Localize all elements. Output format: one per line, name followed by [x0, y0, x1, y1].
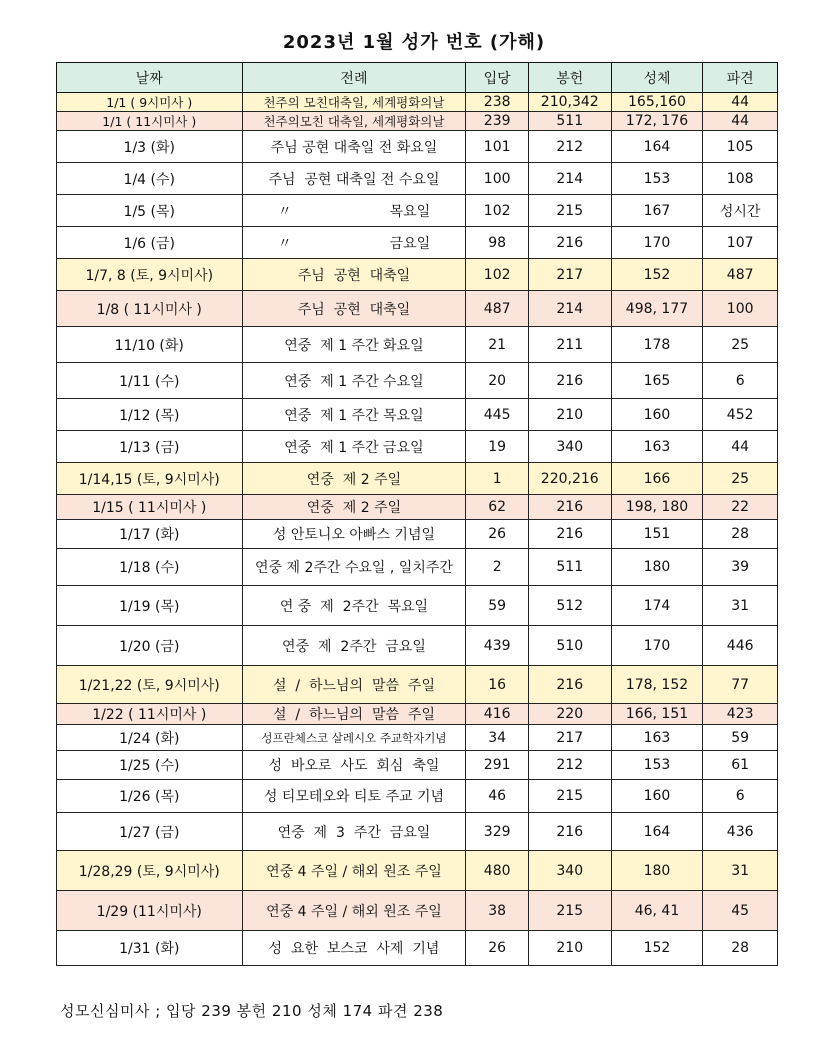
cell-sending: 25	[703, 327, 778, 363]
cell-liturgy: 연중 제 1 주간 화요일	[242, 327, 466, 363]
table-row	[57, 549, 778, 586]
cell-date: 1/5 (목)	[57, 195, 243, 227]
table-row	[57, 780, 778, 813]
cell-date: 1/25 (수)	[57, 751, 243, 780]
cell-entrance: 2	[466, 549, 529, 586]
cell-date: 1/27 (금)	[57, 813, 243, 851]
cell-liturgy: 성 티모테오와 티토 주교 기념	[242, 780, 466, 813]
cell-entrance: 238	[466, 93, 529, 112]
cell-sending: 45	[703, 891, 778, 931]
cell-communion: 172, 176	[611, 112, 703, 131]
cell-communion: 160	[611, 399, 703, 431]
cell-entrance: 98	[466, 227, 529, 259]
cell-liturgy: 성프란체스코 살레시오 주교학자기념	[242, 725, 466, 751]
cell-entrance: 21	[466, 327, 529, 363]
cell-liturgy: 성 요한 보스코 사제 기념	[242, 931, 466, 966]
cell-entrance: 59	[466, 586, 529, 626]
table-row	[57, 163, 778, 195]
cell-liturgy: 주님 공현 대축일	[242, 291, 466, 327]
cell-liturgy: 주님 공현 대축일	[242, 259, 466, 291]
table-row	[57, 725, 778, 751]
cell-communion: 170	[611, 626, 703, 666]
footer-note: 성모신심미사 ; 입당 239 봉헌 210 성체 174 파견 238	[60, 1002, 444, 1020]
cell-communion: 180	[611, 851, 703, 891]
cell-offertory: 216	[528, 813, 611, 851]
table-row	[57, 463, 778, 495]
cell-liturgy: 연중 제 1 주간 수요일	[242, 363, 466, 399]
table-row	[57, 813, 778, 851]
cell-sending: 44	[703, 431, 778, 463]
cell-offertory: 220	[528, 704, 611, 725]
cell-entrance: 291	[466, 751, 529, 780]
cell-entrance: 1	[466, 463, 529, 495]
cell-offertory: 216	[528, 495, 611, 520]
cell-communion: 166	[611, 463, 703, 495]
cell-date: 1/29 (11시미사)	[57, 891, 243, 931]
cell-entrance: 445	[466, 399, 529, 431]
cell-sending: 105	[703, 131, 778, 163]
cell-sending: 28	[703, 931, 778, 966]
cell-date: 1/1 ( 9시미사 )	[57, 93, 243, 112]
cell-date: 1/1 ( 11시미사 )	[57, 112, 243, 131]
cell-entrance: 101	[466, 131, 529, 163]
cell-liturgy: 연중 4 주일 / 해외 원조 주일	[242, 851, 466, 891]
cell-sending: 77	[703, 666, 778, 704]
table-row	[57, 626, 778, 666]
cell-sending: 28	[703, 520, 778, 549]
cell-sending: 25	[703, 463, 778, 495]
cell-sending: 61	[703, 751, 778, 780]
cell-date: 1/19 (목)	[57, 586, 243, 626]
cell-communion: 178	[611, 327, 703, 363]
cell-date: 1/20 (금)	[57, 626, 243, 666]
cell-entrance: 480	[466, 851, 529, 891]
table-row	[57, 195, 778, 227]
table-row	[57, 751, 778, 780]
cell-entrance: 102	[466, 259, 529, 291]
cell-offertory: 212	[528, 131, 611, 163]
cell-offertory: 216	[528, 227, 611, 259]
cell-offertory: 340	[528, 851, 611, 891]
cell-date: 1/12 (목)	[57, 399, 243, 431]
cell-liturgy: 연중 4 주일 / 해외 원조 주일	[242, 891, 466, 931]
cell-liturgy: 설 / 하느님의 말씀 주일	[242, 666, 466, 704]
cell-date: 1/21,22 (토, 9시미사)	[57, 666, 243, 704]
cell-communion: 163	[611, 431, 703, 463]
cell-entrance: 26	[466, 931, 529, 966]
table-row	[57, 399, 778, 431]
cell-date: 1/8 ( 11시미사 )	[57, 291, 243, 327]
cell-communion: 498, 177	[611, 291, 703, 327]
cell-communion: 46, 41	[611, 891, 703, 931]
cell-offertory: 211	[528, 327, 611, 363]
cell-entrance: 46	[466, 780, 529, 813]
table-row	[57, 227, 778, 259]
cell-entrance: 26	[466, 520, 529, 549]
header-liturgy: 전례	[242, 63, 466, 93]
cell-liturgy: 연중 제 2주간 수요일 , 일치주간	[242, 549, 466, 586]
cell-communion: 153	[611, 163, 703, 195]
cell-sending: 446	[703, 626, 778, 666]
cell-entrance: 19	[466, 431, 529, 463]
cell-offertory: 510	[528, 626, 611, 666]
cell-entrance: 439	[466, 626, 529, 666]
table-row	[57, 259, 778, 291]
cell-communion: 166, 151	[611, 704, 703, 725]
cell-offertory: 215	[528, 780, 611, 813]
cell-date: 1/11 (수)	[57, 363, 243, 399]
cell-sending: 6	[703, 363, 778, 399]
cell-liturgy: 천주의모친 대축일, 세계평화의날	[242, 112, 466, 131]
cell-liturgy: 연중 제 2 주일	[242, 463, 466, 495]
table-row	[57, 851, 778, 891]
cell-entrance: 20	[466, 363, 529, 399]
cell-communion: 152	[611, 259, 703, 291]
cell-entrance: 100	[466, 163, 529, 195]
cell-offertory: 215	[528, 891, 611, 931]
cell-entrance: 239	[466, 112, 529, 131]
cell-sending: 452	[703, 399, 778, 431]
cell-date: 1/24 (화)	[57, 725, 243, 751]
header-row	[57, 63, 778, 93]
cell-liturgy: 설 / 하느님의 말씀 주일	[242, 704, 466, 725]
cell-communion: 163	[611, 725, 703, 751]
cell-liturgy: 〃 금요일	[242, 227, 466, 259]
cell-sending: 100	[703, 291, 778, 327]
cell-communion: 165,160	[611, 93, 703, 112]
cell-sending: 44	[703, 112, 778, 131]
cell-liturgy: 연 중 제 2주간 목요일	[242, 586, 466, 626]
cell-offertory: 220,216	[528, 463, 611, 495]
cell-offertory: 216	[528, 520, 611, 549]
cell-communion: 165	[611, 363, 703, 399]
cell-sending: 423	[703, 704, 778, 725]
cell-offertory: 512	[528, 586, 611, 626]
cell-entrance: 34	[466, 725, 529, 751]
cell-offertory: 216	[528, 363, 611, 399]
header-date: 날짜	[57, 63, 243, 93]
cell-sending: 성시간	[703, 195, 778, 227]
cell-communion: 174	[611, 586, 703, 626]
cell-communion: 178, 152	[611, 666, 703, 704]
cell-sending: 31	[703, 586, 778, 626]
cell-sending: 107	[703, 227, 778, 259]
cell-date: 1/7, 8 (토, 9시미사)	[57, 259, 243, 291]
cell-communion: 153	[611, 751, 703, 780]
cell-liturgy: 연중 제 1 주간 목요일	[242, 399, 466, 431]
cell-offertory: 210	[528, 399, 611, 431]
header-communion: 성체	[611, 63, 703, 93]
hymn-table	[56, 62, 778, 966]
cell-sending: 59	[703, 725, 778, 751]
cell-date: 1/15 ( 11시미사 )	[57, 495, 243, 520]
cell-offertory: 210,342	[528, 93, 611, 112]
cell-date: 1/26 (목)	[57, 780, 243, 813]
cell-entrance: 62	[466, 495, 529, 520]
cell-liturgy: 성 안토니오 아빠스 기념일	[242, 520, 466, 549]
cell-offertory: 212	[528, 751, 611, 780]
cell-sending: 436	[703, 813, 778, 851]
cell-date: 1/18 (수)	[57, 549, 243, 586]
cell-communion: 180	[611, 549, 703, 586]
cell-entrance: 16	[466, 666, 529, 704]
cell-date: 1/3 (화)	[57, 131, 243, 163]
table-row	[57, 666, 778, 704]
table-row	[57, 586, 778, 626]
cell-date: 1/28,29 (토, 9시미사)	[57, 851, 243, 891]
cell-liturgy: 주님 공현 대축일 전 화요일	[242, 131, 466, 163]
table-row	[57, 112, 778, 131]
cell-communion: 198, 180	[611, 495, 703, 520]
cell-offertory: 340	[528, 431, 611, 463]
cell-sending: 44	[703, 93, 778, 112]
table-row	[57, 495, 778, 520]
cell-date: 1/4 (수)	[57, 163, 243, 195]
cell-sending: 108	[703, 163, 778, 195]
header-sending: 파견	[703, 63, 778, 93]
cell-entrance: 38	[466, 891, 529, 931]
cell-offertory: 217	[528, 725, 611, 751]
cell-offertory: 215	[528, 195, 611, 227]
cell-date: 1/6 (금)	[57, 227, 243, 259]
cell-communion: 152	[611, 931, 703, 966]
cell-offertory: 217	[528, 259, 611, 291]
cell-liturgy: 성 바오로 사도 회심 축일	[242, 751, 466, 780]
cell-sending: 31	[703, 851, 778, 891]
table-row	[57, 431, 778, 463]
table-row	[57, 327, 778, 363]
table-row	[57, 520, 778, 549]
cell-liturgy: 주님 공현 대축일 전 수요일	[242, 163, 466, 195]
cell-sending: 6	[703, 780, 778, 813]
table-row	[57, 131, 778, 163]
cell-date: 1/13 (금)	[57, 431, 243, 463]
cell-date: 1/17 (화)	[57, 520, 243, 549]
table-row	[57, 363, 778, 399]
cell-sending: 22	[703, 495, 778, 520]
cell-offertory: 511	[528, 112, 611, 131]
cell-date: 1/14,15 (토, 9시미사)	[57, 463, 243, 495]
header-entrance: 입당	[466, 63, 529, 93]
header-offertory: 봉헌	[528, 63, 611, 93]
cell-liturgy: 연중 제 2 주일	[242, 495, 466, 520]
cell-date: 1/31 (화)	[57, 931, 243, 966]
cell-communion: 164	[611, 131, 703, 163]
cell-offertory: 214	[528, 163, 611, 195]
cell-communion: 167	[611, 195, 703, 227]
cell-sending: 487	[703, 259, 778, 291]
cell-communion: 151	[611, 520, 703, 549]
cell-liturgy: 천주의 모친대축일, 세계평화의날	[242, 93, 466, 112]
cell-offertory: 210	[528, 931, 611, 966]
cell-entrance: 487	[466, 291, 529, 327]
table-row	[57, 704, 778, 725]
cell-offertory: 216	[528, 666, 611, 704]
table-row	[57, 891, 778, 931]
cell-entrance: 329	[466, 813, 529, 851]
cell-liturgy: 연중 제 3 주간 금요일	[242, 813, 466, 851]
cell-communion: 160	[611, 780, 703, 813]
cell-sending: 39	[703, 549, 778, 586]
cell-entrance: 102	[466, 195, 529, 227]
cell-offertory: 511	[528, 549, 611, 586]
cell-communion: 170	[611, 227, 703, 259]
cell-liturgy: 연중 제 2주간 금요일	[242, 626, 466, 666]
cell-offertory: 214	[528, 291, 611, 327]
table-row	[57, 931, 778, 966]
page-title: 2023년 1월 성가 번호 (가해)	[282, 32, 546, 53]
cell-entrance: 416	[466, 704, 529, 725]
cell-date: 1/22 ( 11시미사 )	[57, 704, 243, 725]
cell-liturgy: 연중 제 1 주간 금요일	[242, 431, 466, 463]
table-row	[57, 291, 778, 327]
cell-date: 11/10 (화)	[57, 327, 243, 363]
cell-liturgy: 〃 목요일	[242, 195, 466, 227]
cell-communion: 164	[611, 813, 703, 851]
table-row	[57, 93, 778, 112]
